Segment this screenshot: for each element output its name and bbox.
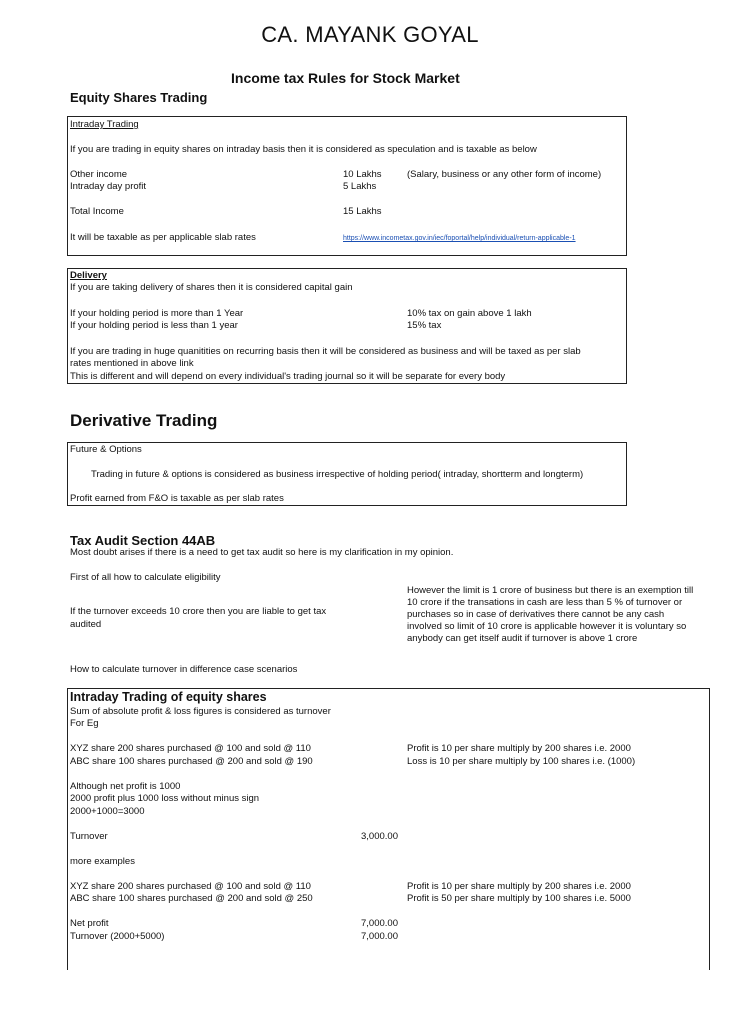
calc-line: Although net profit is 1000: [70, 781, 181, 792]
intraday-row-note: (Salary, business or any other form of income): [407, 169, 602, 180]
slab-rate-text: It will be taxable as per applicable slab rates: [70, 232, 256, 243]
example-result: Profit is 50 per share multiply by 100 shares i.e. 5000: [407, 893, 631, 904]
business-note-continued: rates mentioned in above link: [70, 358, 194, 369]
exemption-line: involved so limit of 10 crore is applicable however it is voluntary so: [407, 621, 687, 632]
more-examples: more examples: [70, 856, 135, 867]
exemption-line: 10 crore if the transations in cash are less than 5 % of turnover or: [407, 597, 683, 608]
example-result: Loss is 10 per share multiply by 100 shares i.e. (1000): [407, 756, 636, 767]
audit-intro: Most doubt arises if there is a need to get tax audit so here is my clarification in my opinion.: [70, 547, 454, 558]
exemption-line: anybody can get itself audit if turnover is above 1 crore: [407, 633, 638, 644]
total-income-value: 15 Lakhs: [343, 206, 382, 217]
document-subtitle: Income tax Rules for Stock Market: [231, 70, 460, 86]
turnover-definition: Sum of absolute profit & loss figures is considered as turnover: [70, 706, 331, 717]
intraday-intro: If you are trading in equity shares on intraday basis then it is considered as speculation and is taxable as below: [70, 144, 537, 155]
example-trade: ABC share 100 shares purchased @ 200 and sold @ 250: [70, 893, 313, 904]
intraday-row-label: Intraday day profit: [70, 181, 147, 192]
audit-heading: Tax Audit Section 44AB: [70, 533, 216, 548]
fno-profit: Profit earned from F&O is taxable as per slab rates: [70, 493, 284, 504]
section-equity-heading: Equity Shares Trading: [70, 90, 208, 105]
business-note: If you are trading in huge quanitities on recurring basis then it will be considered as business and will be taxed as per slab: [70, 346, 581, 357]
example-trade: ABC share 100 shares purchased @ 200 and sold @ 190: [70, 756, 313, 767]
journal-note: This is different and will depend on every individual's trading journal so it will be separate for every body: [70, 371, 506, 382]
example-trade: XYZ share 200 shares purchased @ 100 and sold @ 110: [70, 743, 311, 754]
scenarios-text: How to calculate turnover in difference case scenarios: [70, 664, 298, 675]
eligibility-text: First of all how to calculate eligibility: [70, 572, 221, 583]
turnover-rule: If the turnover exceeds 10 crore then you are liable to get tax: [70, 606, 327, 617]
turnover-sum-value: 7,000.00: [361, 931, 398, 942]
exemption-line: However the limit is 1 crore of business but there is an exemption till: [407, 585, 694, 596]
intraday-row-label: Other income: [70, 169, 128, 180]
example-trade: XYZ share 200 shares purchased @ 100 and sold @ 110: [70, 881, 311, 892]
turnover-rule-continued: audited: [70, 619, 102, 630]
turnover-box-heading: Intraday Trading of equity shares: [70, 690, 267, 704]
exemption-line: purchases so in case of derivatives there cannot be any cash: [407, 609, 665, 620]
delivery-intro: If you are taking delivery of shares then it is considered capital gain: [70, 282, 353, 293]
holding-more-label: If your holding period is more than 1 Year: [70, 308, 244, 319]
calc-line: 2000+1000=3000: [70, 806, 145, 817]
example-result: Profit is 10 per share multiply by 200 shares i.e. 2000: [407, 881, 631, 892]
holding-less-label: If your holding period is less than 1 year: [70, 320, 238, 331]
example-result: Profit is 10 per share multiply by 200 shares i.e. 2000: [407, 743, 631, 754]
intraday-row-value: 10 Lakhs: [343, 169, 382, 180]
turnover-label: Turnover: [70, 831, 108, 842]
calc-line: 2000 profit plus 1000 loss without minus sign: [70, 793, 260, 804]
total-income-label: Total Income: [70, 206, 124, 217]
net-profit-label: Net profit: [70, 918, 109, 929]
net-profit-value: 7,000.00: [361, 918, 398, 929]
turnover-sum-label: Turnover (2000+5000): [70, 931, 165, 942]
author-name: CA. MAYANK GOYAL: [261, 22, 479, 47]
turnover-value: 3,000.00: [361, 831, 398, 842]
for-example: For Eg: [70, 718, 99, 729]
fno-text: Trading in future & options is considered as business irrespective of holding period( intraday, shortterm and longterm): [91, 469, 584, 480]
derivative-heading: Derivative Trading: [70, 411, 218, 430]
intraday-heading: Intraday Trading: [70, 119, 139, 130]
holding-less-value: 15% tax: [407, 320, 442, 331]
fno-title: Future & Options: [70, 444, 142, 455]
holding-more-value: 10% tax on gain above 1 lakh: [407, 308, 532, 319]
delivery-heading: Delivery: [70, 270, 107, 281]
intraday-row-value: 5 Lakhs: [343, 181, 377, 192]
incometax-link[interactable]: https://www.incometax.gov.in/iec/foportal/help/individual/return-applicable-1: [343, 235, 576, 242]
